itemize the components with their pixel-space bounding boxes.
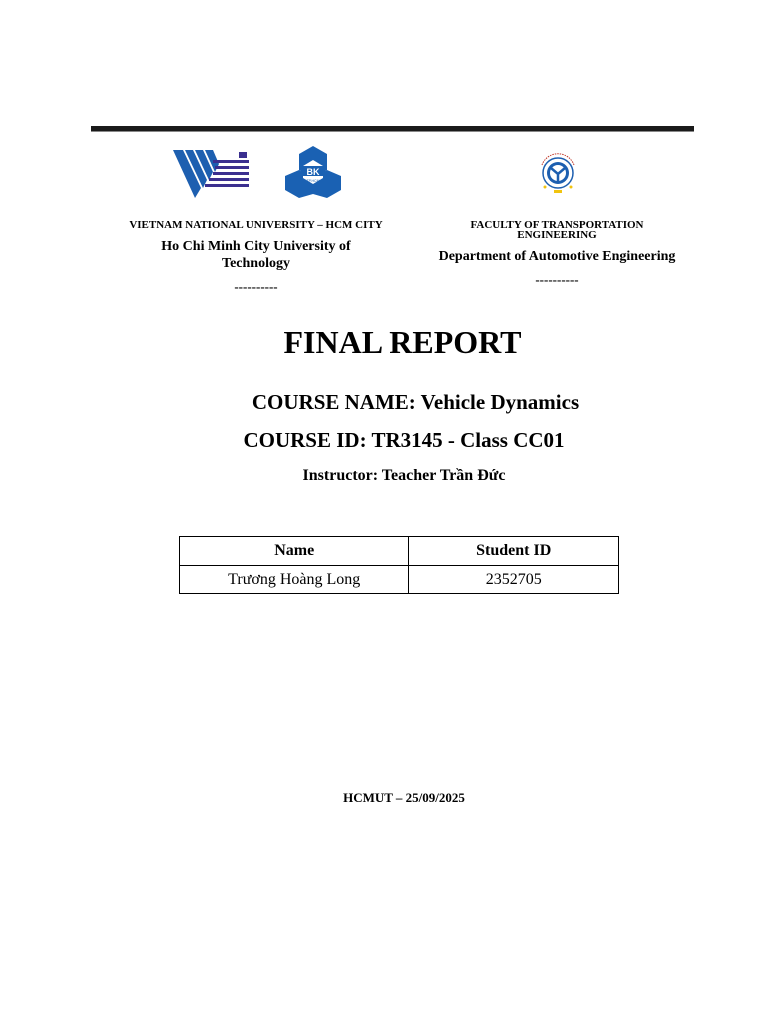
footer-date: HCMUT – 25/09/2025 <box>343 790 465 805</box>
faculty-logo-icon <box>535 147 581 195</box>
bk-logo-subtext: TP.HCM <box>306 179 320 183</box>
course-id: COURSE ID: TR3145 - Class CC01 <box>243 428 565 452</box>
faculty-name: FACULTY OF TRANSPORTATION ENGINEERING <box>470 219 644 241</box>
header-name: Name <box>180 537 409 566</box>
top-rule <box>91 126 694 132</box>
table-row <box>180 566 619 594</box>
instructor: Instructor: Teacher Trần Đức <box>302 467 506 484</box>
bk-logo-icon <box>285 146 341 198</box>
students-table <box>179 536 619 594</box>
right-separator: ---------- <box>535 272 579 287</box>
vnu-name: VIETNAM NATIONAL UNIVERSITY – HCM CITY <box>129 219 383 231</box>
vnu-logo-icon <box>173 150 251 198</box>
table-header-row <box>180 537 619 566</box>
header-student-id: Student ID <box>409 537 619 566</box>
student-id-cell: 2352705 <box>409 566 619 594</box>
report-title: FINAL REPORT <box>283 324 522 360</box>
university-name: Ho Chi Minh City University of Technology <box>161 239 351 271</box>
department-name: Department of Automotive Engineering <box>438 249 676 264</box>
bk-logo-text: BK <box>306 167 320 177</box>
course-name: COURSE NAME: Vehicle Dynamics <box>251 390 580 414</box>
student-name-cell: Trương Hoàng Long <box>180 566 409 594</box>
left-separator: ---------- <box>234 279 278 294</box>
